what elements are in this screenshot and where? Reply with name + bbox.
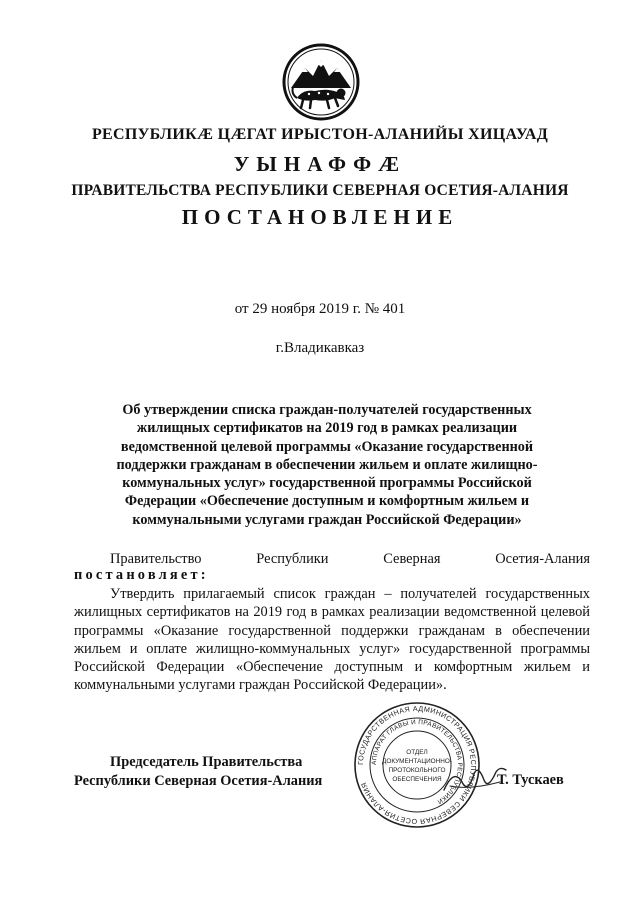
seal-center-line-3: ПРОТОКОЛЬНОГО bbox=[388, 767, 446, 774]
signatory-name: Т. Тускаев bbox=[497, 772, 564, 788]
coat-of-arms-icon bbox=[281, 42, 361, 122]
document-date-number: от 29 ноября 2019 г. № 401 bbox=[234, 301, 406, 317]
seal-outer-text: ГОСУДАРСТВЕННАЯ АДМИНИСТРАЦИЯ РЕСПУБЛИКИ СЕВЕРНАЯ ОСЕТИЯ-АЛАНИЯ bbox=[355, 703, 479, 827]
document-subject: Об утверждении списка граждан-получателей государственных жилищных сертификатов на 2019 год в рамках реализации ведомственной целевой программы «Оказание государственной поддержки гражданам в обеспечении жильем и оплате жилищно-коммунальных услуг» государственной программы Российской Федерации «Обеспечение доступным и комфортным жильем и коммунальными услугами граждан Российской Федерации» bbox=[116, 402, 538, 528]
preamble-text: Правительство Республики Северная Осетия-Алания bbox=[110, 551, 590, 567]
signatory-title-line2: Республики Северная Осетия-Алания bbox=[74, 772, 323, 789]
seal-center-line-1: ОТДЕЛ bbox=[406, 749, 428, 756]
seal-center-line-4: ОБЕСПЕЧЕНИЯ bbox=[392, 776, 442, 783]
seal-inner-text: АППАРАТ ГЛАВЫ И ПРАВИТЕЛЬСТВА РЕСПУБЛИКИ bbox=[370, 718, 464, 806]
header-republic-ossetian: РЕСПУБЛИКӔ ЦӔГАТ ИРЫСТОН-АЛАНИЙЫ ХИЦАУАД bbox=[91, 126, 549, 143]
header-government: ПРАВИТЕЛЬСТВА РЕСПУБЛИКИ СЕВЕРНАЯ ОСЕТИЯ-АЛАНИЯ bbox=[71, 182, 569, 199]
resolution-body: Утвердить прилагаемый список граждан – получателей государственных жилищных сертификатов на 2019 год в рамках реализации ведомственной целевой программы «Оказание государственной поддержки гражданам в обеспечении жильем и оплате жилищно-коммунальных услуг» государственной программы Российской Федерации «Обеспечение доступным и комфортным жильем и коммунальными услугами граждан Российской Федерации». bbox=[74, 586, 590, 694]
seal-center-line-2: ДОКУМЕНТАЦИОННО- bbox=[382, 758, 452, 765]
signatory-title-line1: Председатель Правительства bbox=[110, 754, 303, 770]
signatory-title bbox=[74, 753, 334, 790]
resolution-verb: постановляет: bbox=[74, 567, 209, 583]
header-unaffae: УЫНАФФӔ bbox=[233, 152, 407, 176]
document-type-title: ПОСТАНОВЛЕНИЕ bbox=[181, 205, 459, 229]
document-city: г.Владикавказ bbox=[275, 340, 365, 356]
